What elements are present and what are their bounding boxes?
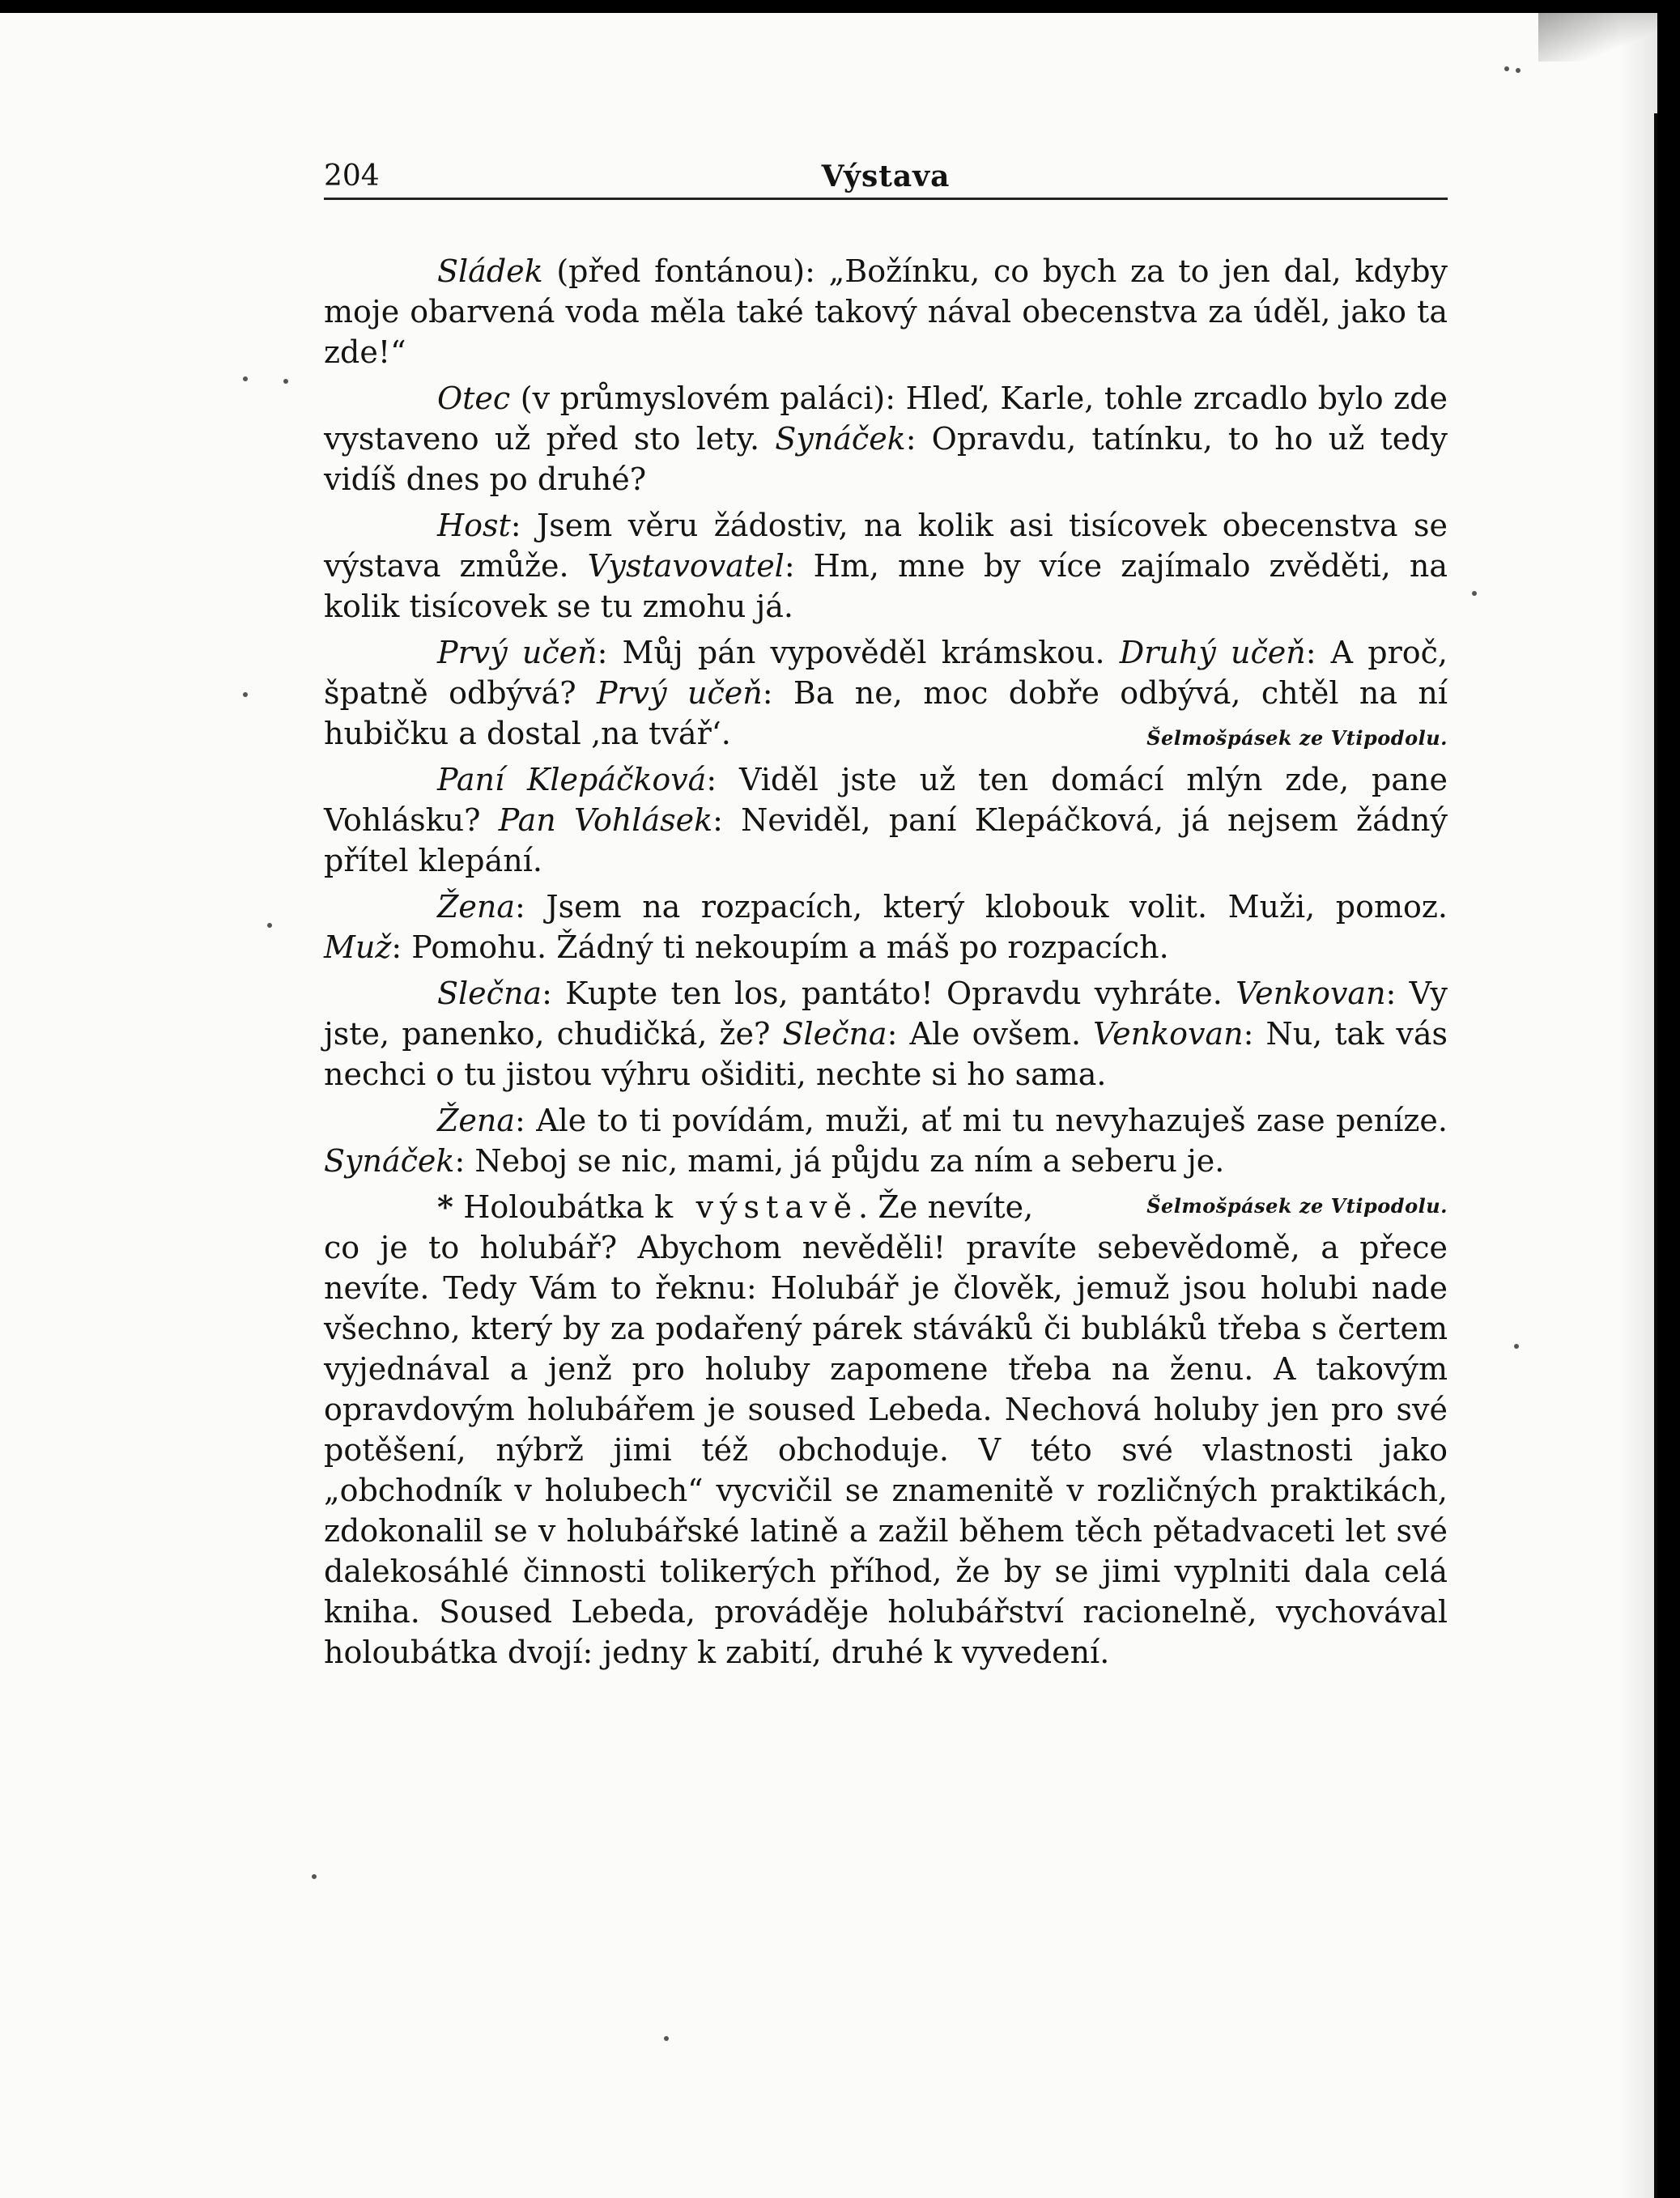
page-number: 204	[324, 159, 380, 193]
running-head: Výstava	[821, 159, 951, 193]
speaker-name: Slečna	[782, 1016, 887, 1052]
speaker-name: Slečna	[437, 976, 542, 1011]
speaker-name: Paní Klepáčková	[437, 762, 707, 797]
dialogue-text: : Viděl jste už ten domácí mlýn zde, pane Vohlásku?	[324, 762, 1448, 838]
dust-speck	[1514, 1344, 1519, 1349]
dialogue-text: : Hm, mne by více zajímalo zvěděti, na kolik tisícovek se tu zmohu já.	[324, 548, 1448, 624]
dust-speck	[664, 2036, 669, 2041]
dialogue-paragraph	[324, 251, 1448, 372]
dialogue-text: : Neboj se nic, mami, já půjdu za ním a seberu je.	[454, 1143, 1225, 1179]
speaker-name: Prvý učeň	[596, 675, 763, 711]
article-title-spaced: k výstavě	[654, 1189, 858, 1225]
page-body	[324, 251, 1448, 1673]
speaker-name: Synáček	[775, 421, 906, 457]
dialogue-text: : Kupte ten los, pantáto! Opravdu vyhráte.	[542, 976, 1236, 1011]
dialogue-text: : Pomohu. Žádný ti nekoupím a máš po rozpacích.	[391, 929, 1169, 965]
dialogue-text: (před fontánou): „Božínku, co bych za to jen dal, kdyby moje obarvená voda měla také takový nával obecenstva za úděl, jako ta zde!“	[324, 253, 1448, 370]
dialogue-paragraph	[324, 759, 1448, 881]
article-paragraph	[324, 1187, 1448, 1673]
speaker-name: Žena	[437, 1103, 516, 1138]
speaker-name: Otec	[437, 381, 511, 416]
signature: Šelmošpásek ze Vtipodolu.	[1146, 726, 1448, 750]
speaker-name: Vystavovatel	[587, 548, 785, 584]
scan-edge-right	[1657, 0, 1680, 2198]
speaker-name: Druhý učeň	[1119, 635, 1306, 670]
dialogue-text: : Ba ne, moc dobře odbývá, chtěl na ní hubičku a dostal ‚na tvář‘.	[324, 675, 1448, 751]
binding-shadow	[1619, 13, 1657, 2198]
dialogue-paragraph	[324, 886, 1448, 967]
dust-speck	[267, 923, 272, 928]
speaker-name: Venkovan	[1093, 1016, 1244, 1052]
scan-edge-top	[0, 0, 1680, 13]
article-title-prefix: Holoubátka	[453, 1189, 655, 1225]
page-header	[324, 160, 1448, 200]
dialogue-text: : Neviděl, paní Klepáčková, já nejsem žádný přítel klepání.	[324, 802, 1448, 878]
speaker-name: Žena	[437, 889, 516, 925]
dialogue-text: : Ale to ti povídám, muži, ať mi tu nevyhazuješ zase peníze.	[515, 1103, 1448, 1138]
dialogue-text: : Vy jste, panenko, chudičká, že?	[324, 976, 1448, 1052]
dust-speck	[243, 692, 248, 697]
dialogue-text: : Jsem na rozpacích, který klobouk volit. Muži, pomoz.	[515, 889, 1448, 925]
speaker-name: Venkovan	[1236, 976, 1386, 1011]
dialogue-text: : Ale ovšem.	[887, 1016, 1094, 1052]
dialogue-text: : Můj pán vypověděl krámskou.	[597, 635, 1120, 670]
signature: Šelmošpásek ze Vtipodolu.	[1146, 1194, 1448, 1218]
dialogue-paragraph	[324, 505, 1448, 627]
dialogue-text: : Opravdu, tatínku, to ho už tedy vidíš dnes po druhé?	[324, 421, 1448, 497]
dust-speck	[1516, 68, 1521, 73]
speaker-name: Synáček	[324, 1143, 455, 1179]
speaker-name: Host	[437, 508, 511, 543]
speaker-name: Muž	[324, 929, 392, 965]
dust-speck	[1504, 66, 1509, 71]
speaker-name: Prvý učeň	[437, 635, 598, 670]
dust-speck	[1472, 591, 1477, 596]
dialogue-paragraph	[324, 973, 1448, 1095]
dialogue-paragraph	[324, 378, 1448, 500]
dust-speck	[243, 376, 248, 381]
dust-speck	[283, 379, 288, 384]
dialogue-text: : Nu, tak vás nechci o tu jistou výhru ošiditi, nechte si ho sama.	[324, 1016, 1448, 1092]
asterisk-marker: *	[437, 1188, 453, 1225]
dust-speck	[312, 1874, 317, 1879]
speaker-name: Pan Vohlásek	[498, 802, 713, 838]
dialogue-paragraph	[324, 632, 1448, 754]
article-body: . Že nevíte, co je to holubář? Abychom nevěděli! pravíte sebevědomě, a přece nevíte. Tedy Vám to řeknu: Holubář je člověk, jemuž jsou holubi nade všechno, který by za podařený párek stáváků či bubláků třeba s čertem vyjednával a jenž pro holuby zapomene třeba na ženu. A takovým opravdovým holubářem je soused Lebeda. Nechová holuby jen pro své potěšení, nýbrž jimi též obchoduje. V této své vlastnosti jako „obchodník v holubech“ vycvičil se znamenitě v rozličných praktikách, zdokonalil se v holubářské latině a zažil během těch pětadvaceti let své dalekosáhlé činnosti tolikerých příhod, že by se jimi vyplniti dala celá kniha. Soused Lebeda, prováděje holubářství racionelně, vychovával holoubátka dvojí: jedny k zabití, druhé k vyvedení.	[324, 1189, 1448, 1670]
speaker-name: Sládek	[437, 253, 543, 289]
dialogue-text: (v průmyslovém paláci): Hleď, Karle, tohle zrcadlo bylo zde vystaveno už před sto lety.	[324, 381, 1448, 457]
dialogue-text: : A proč, špatně odbývá?	[324, 635, 1448, 711]
dialogue-text: : Jsem věru žádostiv, na kolik asi tisícovek obecenstva se výstava zmůže.	[324, 508, 1448, 584]
